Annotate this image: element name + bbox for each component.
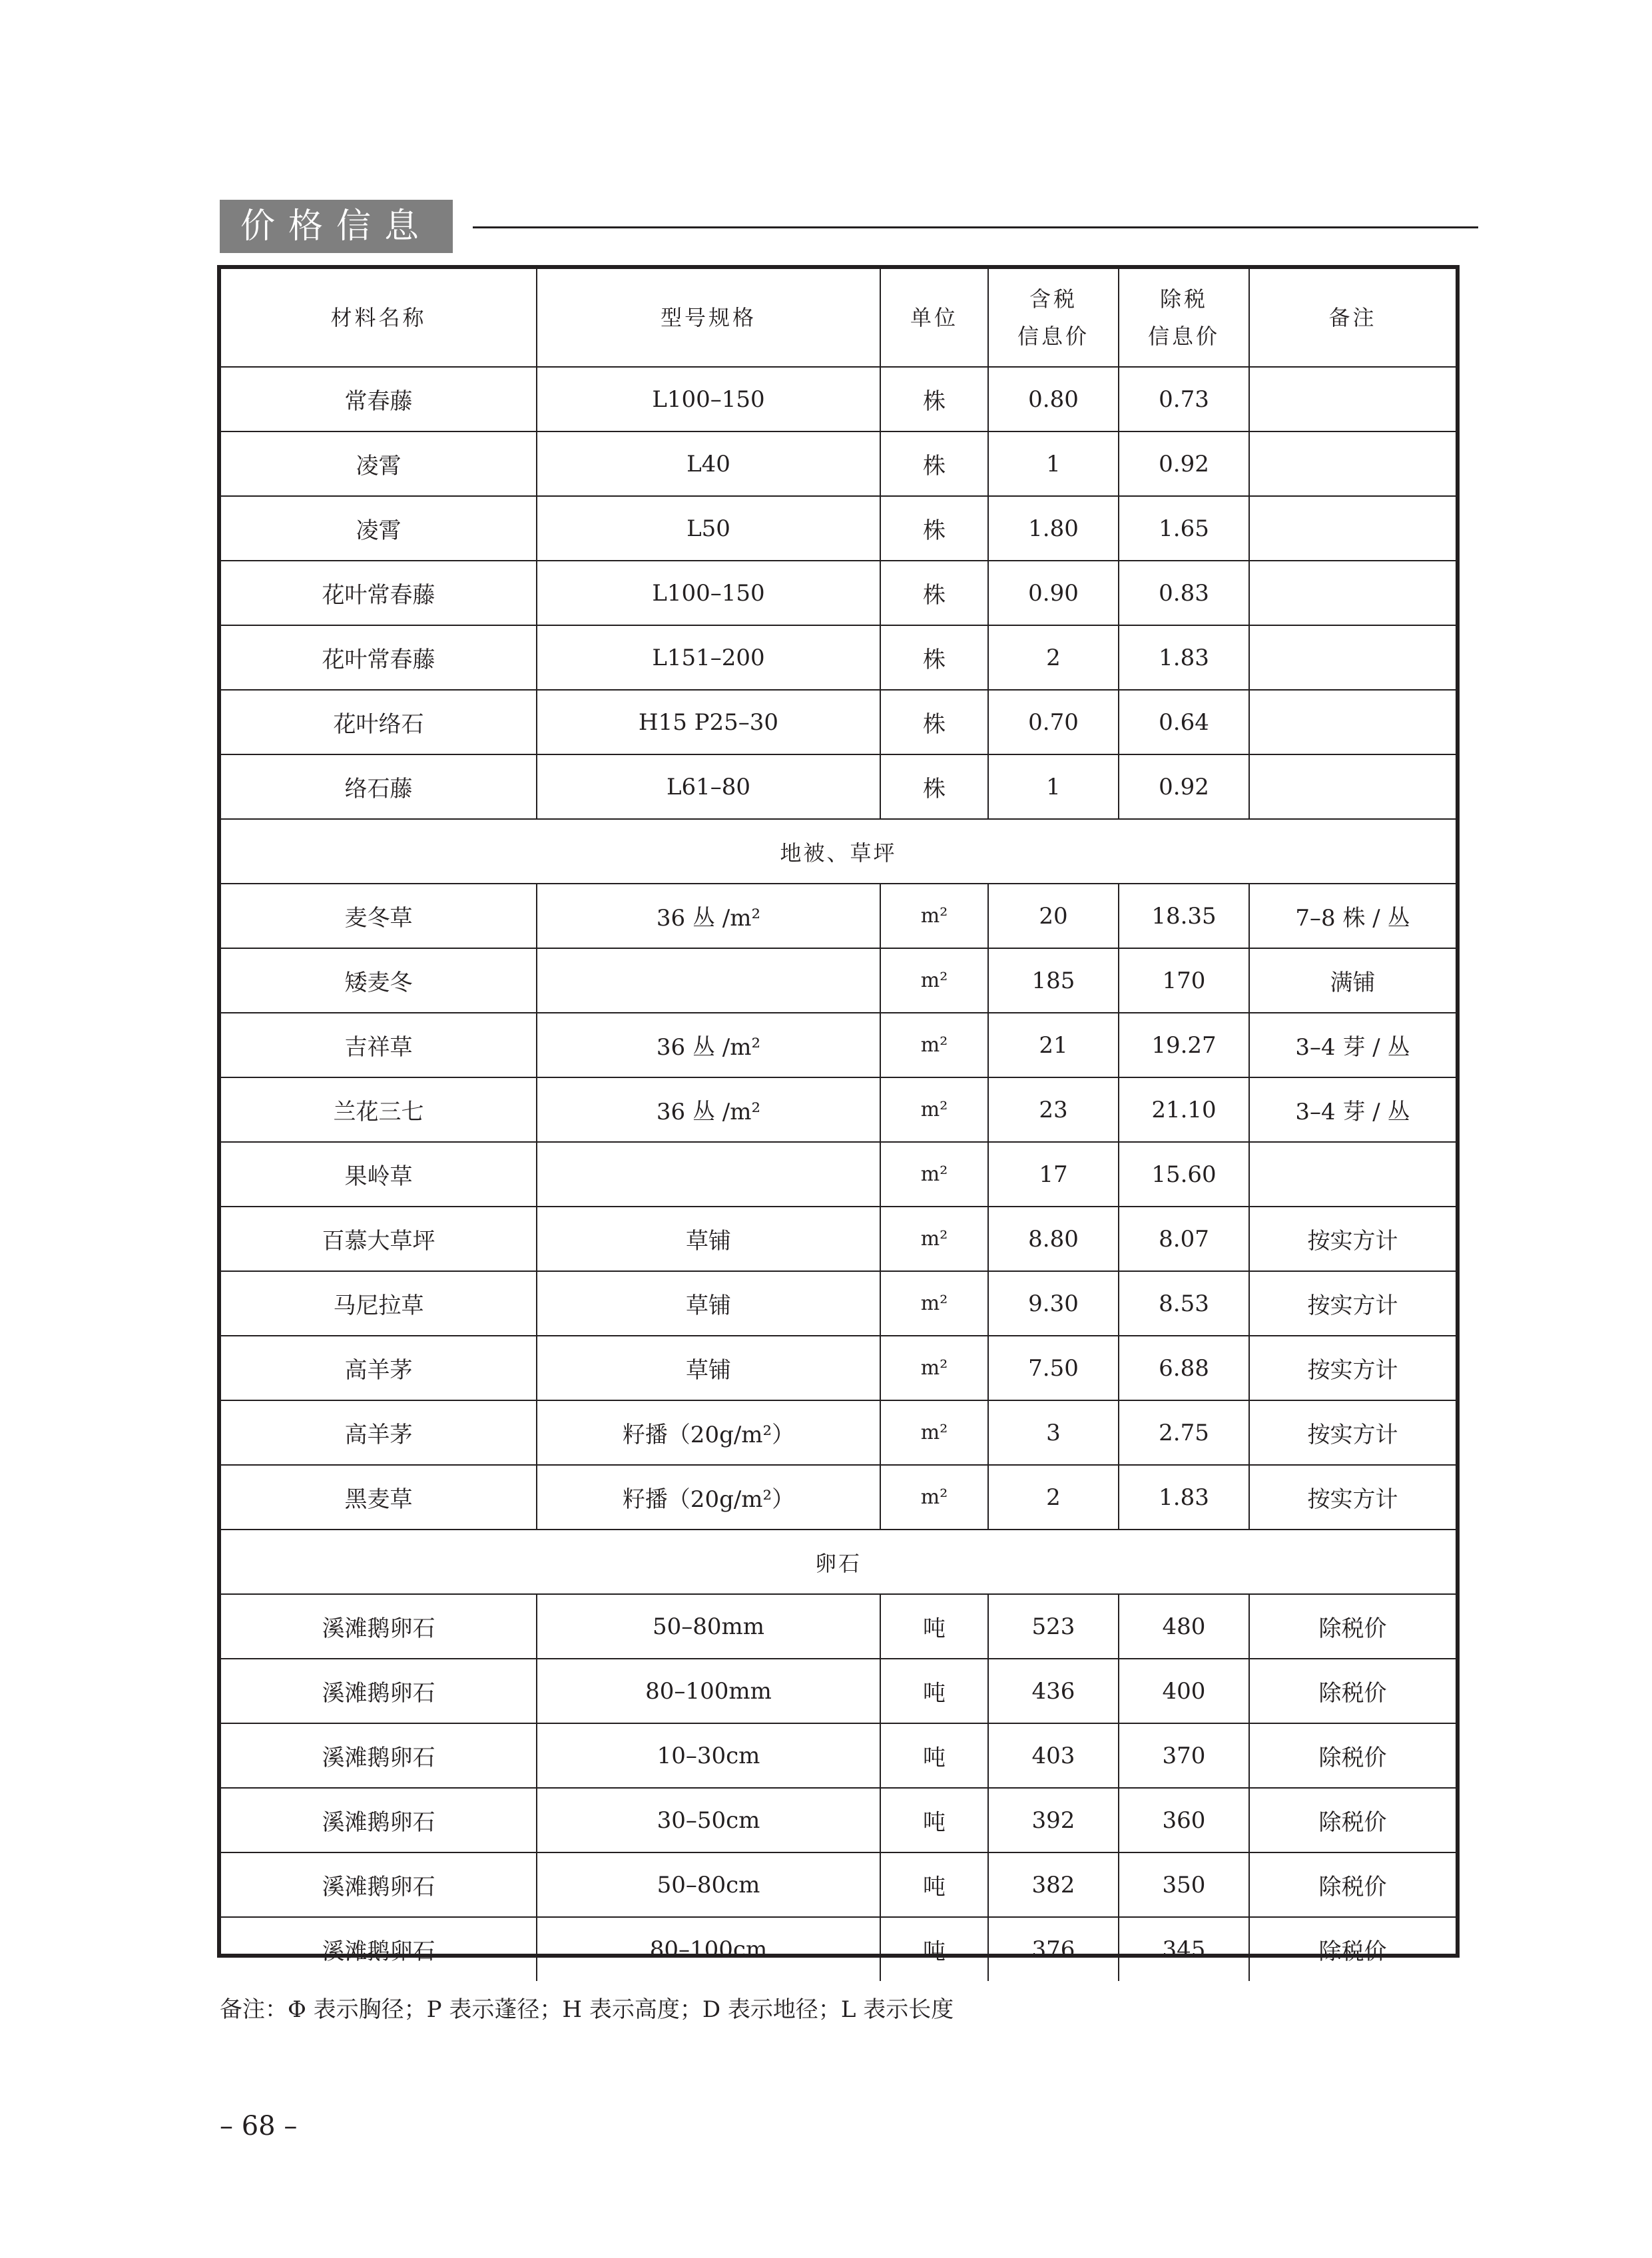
table-row [221, 1077, 1456, 1142]
cell-unit: m² [880, 1013, 988, 1077]
cell-remark: 按实方计 [1249, 1400, 1456, 1465]
cell-unit: m² [880, 1400, 988, 1465]
cell-spec: L100–150 [537, 367, 880, 431]
cell-remark [1249, 561, 1456, 625]
cell-spec: 36 丛 /m² [537, 884, 880, 948]
cell-spec: 籽播（20g/m²） [537, 1465, 880, 1530]
cell-unit: 吨 [880, 1723, 988, 1788]
footnote: 备注：Φ 表示胸径；P 表示蓬径；H 表示高度；D 表示地径；L 表示长度 [220, 1996, 954, 2023]
cell-spec: L61–80 [537, 754, 880, 819]
cell-price-notax: 1.83 [1119, 1465, 1249, 1530]
cell-remark [1249, 367, 1456, 431]
cell-material-name: 果岭草 [221, 1142, 537, 1207]
cell-unit: m² [880, 1142, 988, 1207]
section-rule [473, 226, 1478, 228]
cell-remark [1249, 754, 1456, 819]
cell-price-notax: 21.10 [1119, 1077, 1249, 1142]
cell-unit: 株 [880, 367, 988, 431]
cell-price-tax: 0.70 [988, 690, 1119, 754]
cell-price-notax: 2.75 [1119, 1400, 1249, 1465]
cell-price-tax: 9.30 [988, 1271, 1119, 1336]
cell-price-tax: 436 [988, 1659, 1119, 1723]
cell-remark [1249, 690, 1456, 754]
cell-price-notax: 18.35 [1119, 884, 1249, 948]
cell-remark: 3–4 芽 / 丛 [1249, 1077, 1456, 1142]
cell-price-tax: 21 [988, 1013, 1119, 1077]
table-row [221, 754, 1456, 819]
cell-unit: m² [880, 1077, 988, 1142]
cell-unit: 株 [880, 431, 988, 496]
cell-material-name: 兰花三七 [221, 1077, 537, 1142]
cell-spec: 80–100mm [537, 1659, 880, 1723]
cell-unit: 吨 [880, 1594, 988, 1659]
table-row [221, 431, 1456, 496]
table-row [221, 948, 1456, 1013]
table-row [221, 690, 1456, 754]
section-header [220, 200, 1478, 253]
cell-material-name: 花叶常春藤 [221, 561, 537, 625]
cell-price-notax: 0.83 [1119, 561, 1249, 625]
cell-price-tax: 1.80 [988, 496, 1119, 561]
cell-price-notax: 6.88 [1119, 1336, 1249, 1400]
header-price-tax: 含税 信息价 [988, 269, 1119, 367]
cell-price-tax: 3 [988, 1400, 1119, 1465]
cell-unit: m² [880, 1336, 988, 1400]
cell-price-notax: 350 [1119, 1852, 1249, 1917]
cell-material-name: 吉祥草 [221, 1013, 537, 1077]
cell-material-name: 马尼拉草 [221, 1271, 537, 1336]
table-row [221, 625, 1456, 690]
cell-price-notax: 15.60 [1119, 1142, 1249, 1207]
cell-spec: 草铺 [537, 1271, 880, 1336]
cell-unit: m² [880, 1465, 988, 1530]
cell-unit: 株 [880, 561, 988, 625]
cell-remark: 3–4 芽 / 丛 [1249, 1013, 1456, 1077]
table-row [221, 496, 1456, 561]
table-row [221, 1917, 1456, 1981]
cell-spec: 50–80cm [537, 1852, 880, 1917]
cell-unit: m² [880, 884, 988, 948]
cell-price-tax: 1 [988, 431, 1119, 496]
header-name: 材料名称 [221, 269, 537, 367]
cell-price-notax: 400 [1119, 1659, 1249, 1723]
cell-spec [537, 1142, 880, 1207]
cell-material-name: 百慕大草坪 [221, 1207, 537, 1271]
cell-material-name: 溪滩鹅卵石 [221, 1659, 537, 1723]
cell-material-name: 常春藤 [221, 367, 537, 431]
cell-spec [537, 948, 880, 1013]
cell-price-notax: 8.07 [1119, 1207, 1249, 1271]
cell-remark: 除税价 [1249, 1917, 1456, 1981]
cell-unit: 吨 [880, 1659, 988, 1723]
header-remark: 备注 [1249, 269, 1456, 367]
cell-material-name: 络石藤 [221, 754, 537, 819]
cell-unit: m² [880, 948, 988, 1013]
cell-material-name: 溪滩鹅卵石 [221, 1917, 537, 1981]
table-header-row [221, 269, 1456, 367]
cell-material-name: 溪滩鹅卵石 [221, 1852, 537, 1917]
header-spec: 型号规格 [537, 269, 880, 367]
cell-material-name: 凌霄 [221, 496, 537, 561]
cell-spec: L40 [537, 431, 880, 496]
cell-remark [1249, 431, 1456, 496]
price-table-container [217, 265, 1460, 1965]
cell-spec: H15 P25–30 [537, 690, 880, 754]
cell-price-notax: 170 [1119, 948, 1249, 1013]
category-row [221, 819, 1456, 884]
table-body [221, 367, 1456, 1981]
cell-price-notax: 370 [1119, 1723, 1249, 1788]
cell-spec: 36 丛 /m² [537, 1077, 880, 1142]
cell-price-tax: 185 [988, 948, 1119, 1013]
cell-spec: 80–100cm [537, 1917, 880, 1981]
cell-remark: 按实方计 [1249, 1336, 1456, 1400]
table-row [221, 1723, 1456, 1788]
cell-price-tax: 17 [988, 1142, 1119, 1207]
table-row [221, 1207, 1456, 1271]
cell-unit: 吨 [880, 1788, 988, 1852]
cell-price-tax: 23 [988, 1077, 1119, 1142]
cell-remark: 除税价 [1249, 1852, 1456, 1917]
header-price-notax: 除税 信息价 [1119, 269, 1249, 367]
cell-remark: 除税价 [1249, 1659, 1456, 1723]
cell-price-notax: 360 [1119, 1788, 1249, 1852]
cell-spec: 50–80mm [537, 1594, 880, 1659]
cell-price-tax: 523 [988, 1594, 1119, 1659]
cell-remark [1249, 496, 1456, 561]
cell-material-name: 凌霄 [221, 431, 537, 496]
price-table [221, 269, 1456, 1981]
page-number: – 68 – [220, 2111, 298, 2141]
cell-unit: m² [880, 1271, 988, 1336]
header-unit: 单位 [880, 269, 988, 367]
cell-price-tax: 1 [988, 754, 1119, 819]
cell-spec: L50 [537, 496, 880, 561]
cell-price-notax: 8.53 [1119, 1271, 1249, 1336]
cell-price-tax: 20 [988, 884, 1119, 948]
cell-material-name: 高羊茅 [221, 1336, 537, 1400]
cell-spec: 10–30cm [537, 1723, 880, 1788]
table-row [221, 1594, 1456, 1659]
cell-unit: m² [880, 1207, 988, 1271]
cell-material-name: 矮麦冬 [221, 948, 537, 1013]
cell-material-name: 黑麦草 [221, 1465, 537, 1530]
cell-remark: 按实方计 [1249, 1465, 1456, 1530]
cell-price-notax: 345 [1119, 1917, 1249, 1981]
table-row [221, 1659, 1456, 1723]
cell-unit: 吨 [880, 1917, 988, 1981]
cell-remark: 除税价 [1249, 1788, 1456, 1852]
cell-spec: 草铺 [537, 1207, 880, 1271]
cell-remark: 按实方计 [1249, 1271, 1456, 1336]
cell-price-notax: 480 [1119, 1594, 1249, 1659]
cell-spec: 36 丛 /m² [537, 1013, 880, 1077]
cell-price-tax: 392 [988, 1788, 1119, 1852]
cell-price-notax: 0.64 [1119, 690, 1249, 754]
table-row [221, 1336, 1456, 1400]
cell-price-tax: 2 [988, 625, 1119, 690]
table-row [221, 1013, 1456, 1077]
table-row [221, 1465, 1456, 1530]
table-row [221, 884, 1456, 948]
category-label: 地被、草坪 [221, 819, 1456, 884]
table-row [221, 367, 1456, 431]
cell-price-tax: 2 [988, 1465, 1119, 1530]
table-row [221, 1400, 1456, 1465]
category-row [221, 1530, 1456, 1594]
cell-unit: 株 [880, 754, 988, 819]
cell-material-name: 溪滩鹅卵石 [221, 1788, 537, 1852]
cell-price-notax: 19.27 [1119, 1013, 1249, 1077]
cell-unit: 株 [880, 625, 988, 690]
cell-remark [1249, 1142, 1456, 1207]
cell-spec: L100–150 [537, 561, 880, 625]
cell-material-name: 花叶常春藤 [221, 625, 537, 690]
table-row [221, 561, 1456, 625]
cell-price-tax: 8.80 [988, 1207, 1119, 1271]
cell-price-tax: 0.80 [988, 367, 1119, 431]
cell-remark: 除税价 [1249, 1594, 1456, 1659]
cell-material-name: 花叶络石 [221, 690, 537, 754]
cell-price-tax: 7.50 [988, 1336, 1119, 1400]
cell-material-name: 溪滩鹅卵石 [221, 1723, 537, 1788]
cell-price-tax: 0.90 [988, 561, 1119, 625]
cell-price-tax: 403 [988, 1723, 1119, 1788]
cell-spec: L151–200 [537, 625, 880, 690]
cell-price-tax: 382 [988, 1852, 1119, 1917]
cell-unit: 吨 [880, 1852, 988, 1917]
cell-spec: 30–50cm [537, 1788, 880, 1852]
cell-remark: 除税价 [1249, 1723, 1456, 1788]
cell-price-notax: 0.92 [1119, 431, 1249, 496]
cell-remark: 按实方计 [1249, 1207, 1456, 1271]
table-row [221, 1788, 1456, 1852]
cell-spec: 草铺 [537, 1336, 880, 1400]
cell-price-notax: 0.73 [1119, 367, 1249, 431]
cell-unit: 株 [880, 690, 988, 754]
category-label: 卵石 [221, 1530, 1456, 1594]
cell-price-notax: 1.65 [1119, 496, 1249, 561]
table-row [221, 1142, 1456, 1207]
cell-material-name: 麦冬草 [221, 884, 537, 948]
cell-material-name: 高羊茅 [221, 1400, 537, 1465]
cell-material-name: 溪滩鹅卵石 [221, 1594, 537, 1659]
cell-remark: 满铺 [1249, 948, 1456, 1013]
table-row [221, 1271, 1456, 1336]
cell-price-notax: 0.92 [1119, 754, 1249, 819]
cell-price-tax: 376 [988, 1917, 1119, 1981]
cell-price-notax: 1.83 [1119, 625, 1249, 690]
section-title: 价格信息 [220, 200, 453, 253]
cell-remark: 7–8 株 / 丛 [1249, 884, 1456, 948]
cell-unit: 株 [880, 496, 988, 561]
table-row [221, 1852, 1456, 1917]
cell-spec: 籽播（20g/m²） [537, 1400, 880, 1465]
cell-remark [1249, 625, 1456, 690]
